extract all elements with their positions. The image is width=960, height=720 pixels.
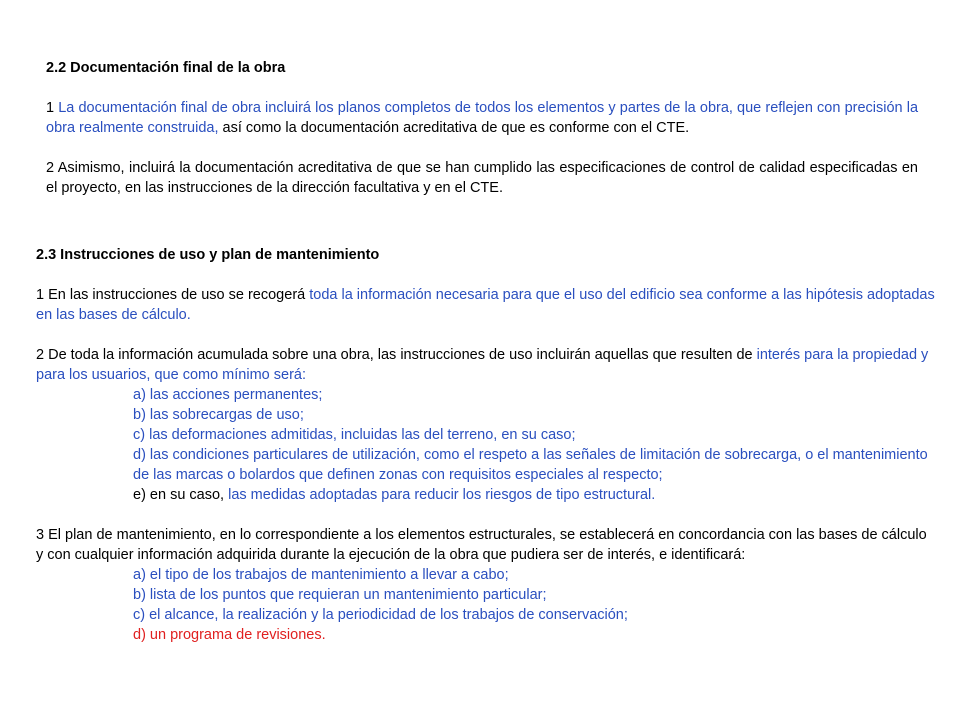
section-heading: 2.3 Instrucciones de uso y plan de mantenimiento <box>36 247 380 263</box>
paragraph-text: así como la documentación acreditativa de que es conforme con el CTE. <box>218 120 690 136</box>
list-item-emphasis: d) un programa de revisiones. <box>133 627 326 643</box>
list-item: b) las sobrecargas de uso; <box>133 407 304 423</box>
list-item <box>133 485 936 505</box>
paragraph-1 <box>46 98 918 138</box>
highlighted-text: toda la información necesaria para que el uso del edificio sea conforme a las hipótesis adoptadas en las bases de cálculo. <box>36 287 935 323</box>
highlighted-text: las medidas adoptadas para reducir los riesgos de tipo estructural. <box>228 487 656 503</box>
paragraph-1 <box>36 285 936 325</box>
section-2-3 <box>36 245 936 645</box>
paragraph-text: 2 De toda la información acumulada sobre una obra, las instrucciones de uso incluirán aquellas que resulten de <box>36 347 757 363</box>
paragraph-2: 2 Asimismo, incluirá la documentación acreditativa de que se han cumplido las especificaciones de control de calidad especificadas en el proyecto, en las instrucciones de la dirección facultativa y en el CTE. <box>46 160 918 196</box>
list-item: d) las condiciones particulares de utilización, como el respeto a las señales de limitación de sobrecarga, o el mantenimiento de las marcas o bolardos que definen zonas con requisitos especiales al respecto; <box>133 447 928 483</box>
list-item: c) el alcance, la realización y la periodicidad de los trabajos de conservación; <box>133 607 628 623</box>
section-2-2 <box>46 58 918 198</box>
list-item: c) las deformaciones admitidas, incluidas las del terreno, en su caso; <box>133 427 576 443</box>
highlighted-text: La documentación final de obra incluirá los planos completos de todos los elementos y partes de la obra, que reflejen con precisión la obra realmente construida, <box>46 100 919 136</box>
paragraph-number: 1 <box>46 100 59 116</box>
list-item-text: e) en su caso, <box>133 487 229 503</box>
paragraph-2 <box>36 345 936 385</box>
paragraph-3: 3 El plan de mantenimiento, en lo correspondiente a los elementos estructurales, se establecerá en concordancia con las bases de cálculo y con cualquier información adquirida durante la ejecución de la obra que pudiera ser de interés, e identificará: <box>36 527 927 563</box>
section-heading: 2.2 Documentación final de la obra <box>46 60 286 76</box>
paragraph-text: 1 En las instrucciones de uso se recogerá <box>36 287 310 303</box>
list-item: b) lista de los puntos que requieran un mantenimiento particular; <box>133 587 547 603</box>
list-item: a) las acciones permanentes; <box>133 387 323 403</box>
highlighted-text: interés para la propiedad y para los usuarios, que como mínimo será: <box>36 347 929 383</box>
list-item: a) el tipo de los trabajos de mantenimiento a llevar a cabo; <box>133 567 509 583</box>
